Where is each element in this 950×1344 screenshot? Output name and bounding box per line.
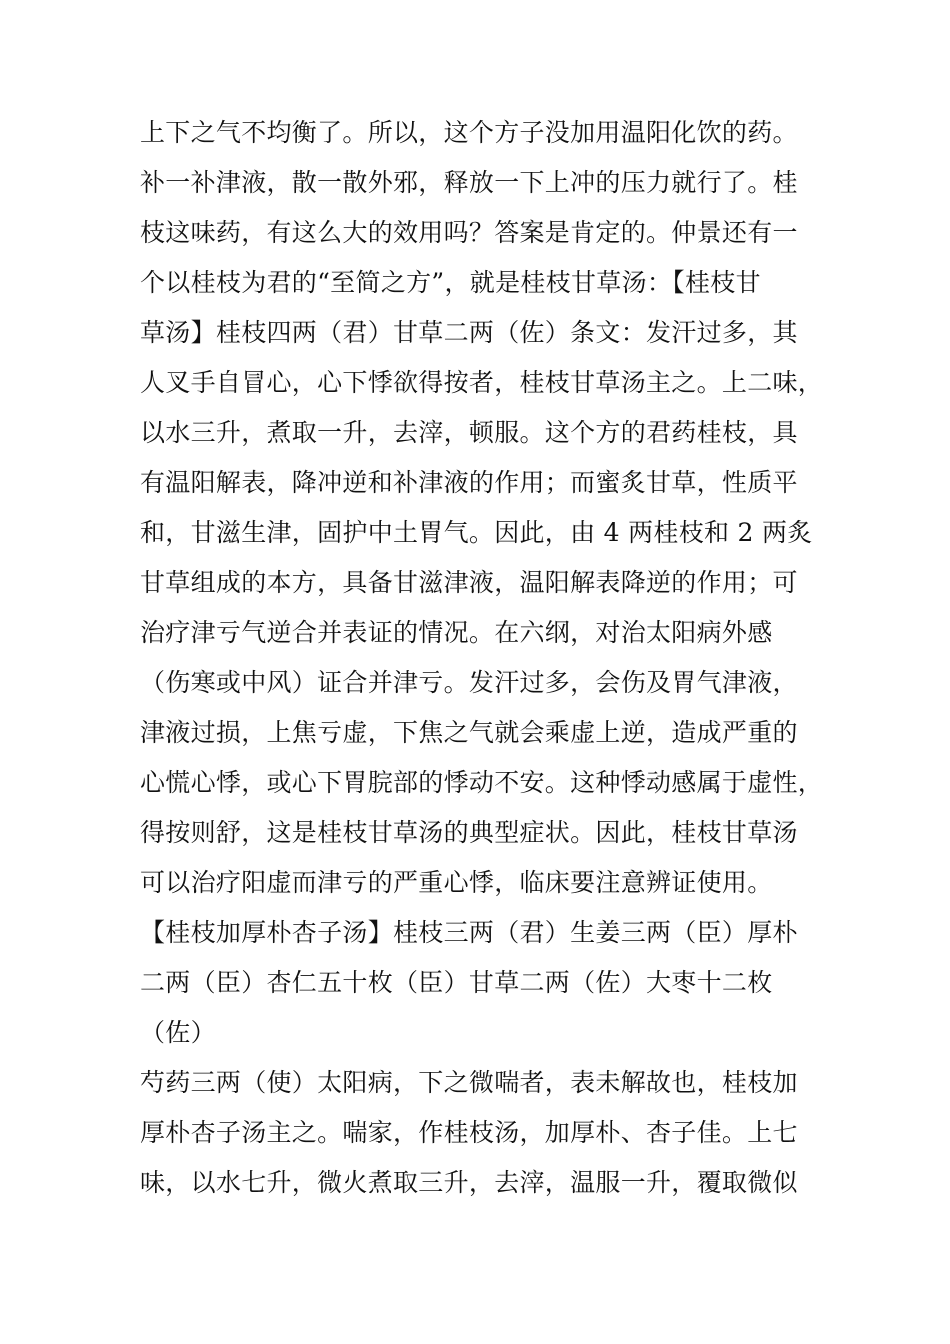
text-line: 心慌心悸，或心下胃脘部的悸动不安。这种悸动感属于虚性，: [140, 768, 824, 797]
text-line: 和，甘滋生津，固护中土胃气。因此，由 4 两桂枝和 2 两炙: [140, 518, 813, 547]
text-line: 【桂枝加厚朴杏子汤】桂枝三两（君）生姜三两（臣）厚朴: [140, 918, 798, 947]
text-line: 个以桂枝为君的“至简之方”，就是桂枝甘草汤：【桂枝甘: [140, 268, 761, 297]
body-text: [140, 108, 840, 1208]
text-line: 可以治疗阳虚而津亏的严重心悸，临床要注意辨证使用。: [140, 868, 773, 897]
text-line: 津液过损，上焦亏虚，下焦之气就会乘虚上逆，造成严重的: [140, 718, 798, 747]
text-line: 甘草组成的本方，具备甘滋津液，温阳解表降逆的作用；可: [140, 568, 798, 597]
text-line: 人叉手自冒心，心下悸欲得按者，桂枝甘草汤主之。上二味，: [140, 368, 824, 397]
text-line: 以水三升，煮取一升，去滓，顿服。这个方的君药桂枝，具: [140, 418, 798, 447]
text-line: 上下之气不均衡了。所以，这个方子没加用温阳化饮的药。: [140, 118, 798, 147]
text-line: 厚朴杏子汤主之。喘家，作桂枝汤，加厚朴、杏子佳。上七: [140, 1118, 798, 1147]
text-line: 二两（臣）杏仁五十枚（臣）甘草二两（佐）大枣十二枚: [140, 968, 773, 997]
text-line: 芍药三两（使）太阳病，下之微喘者，表未解故也，桂枝加: [140, 1068, 798, 1097]
text-line: （伤寒或中风）证合并津亏。发汗过多，会伤及胃气津液，: [140, 668, 798, 697]
text-line: （佐）: [140, 1018, 216, 1047]
text-line: 枝这味药，有这么大的效用吗？答案是肯定的。仲景还有一: [140, 218, 798, 247]
text-line: 治疗津亏气逆合并表证的情况。在六纲，对治太阳病外感: [140, 618, 773, 647]
text-line: 味，以水七升，微火煮取三升，去滓，温服一升，覆取微似: [140, 1168, 798, 1197]
text-line: 得按则舒，这是桂枝甘草汤的典型症状。因此，桂枝甘草汤: [140, 818, 798, 847]
text-line: 有温阳解表，降冲逆和补津液的作用；而蜜炙甘草，性质平: [140, 468, 798, 497]
text-line: 补一补津液，散一散外邪，释放一下上冲的压力就行了。桂: [140, 168, 798, 197]
text-line: 草汤】桂枝四两（君）甘草二两（佐）条文：发汗过多，其: [140, 318, 798, 347]
